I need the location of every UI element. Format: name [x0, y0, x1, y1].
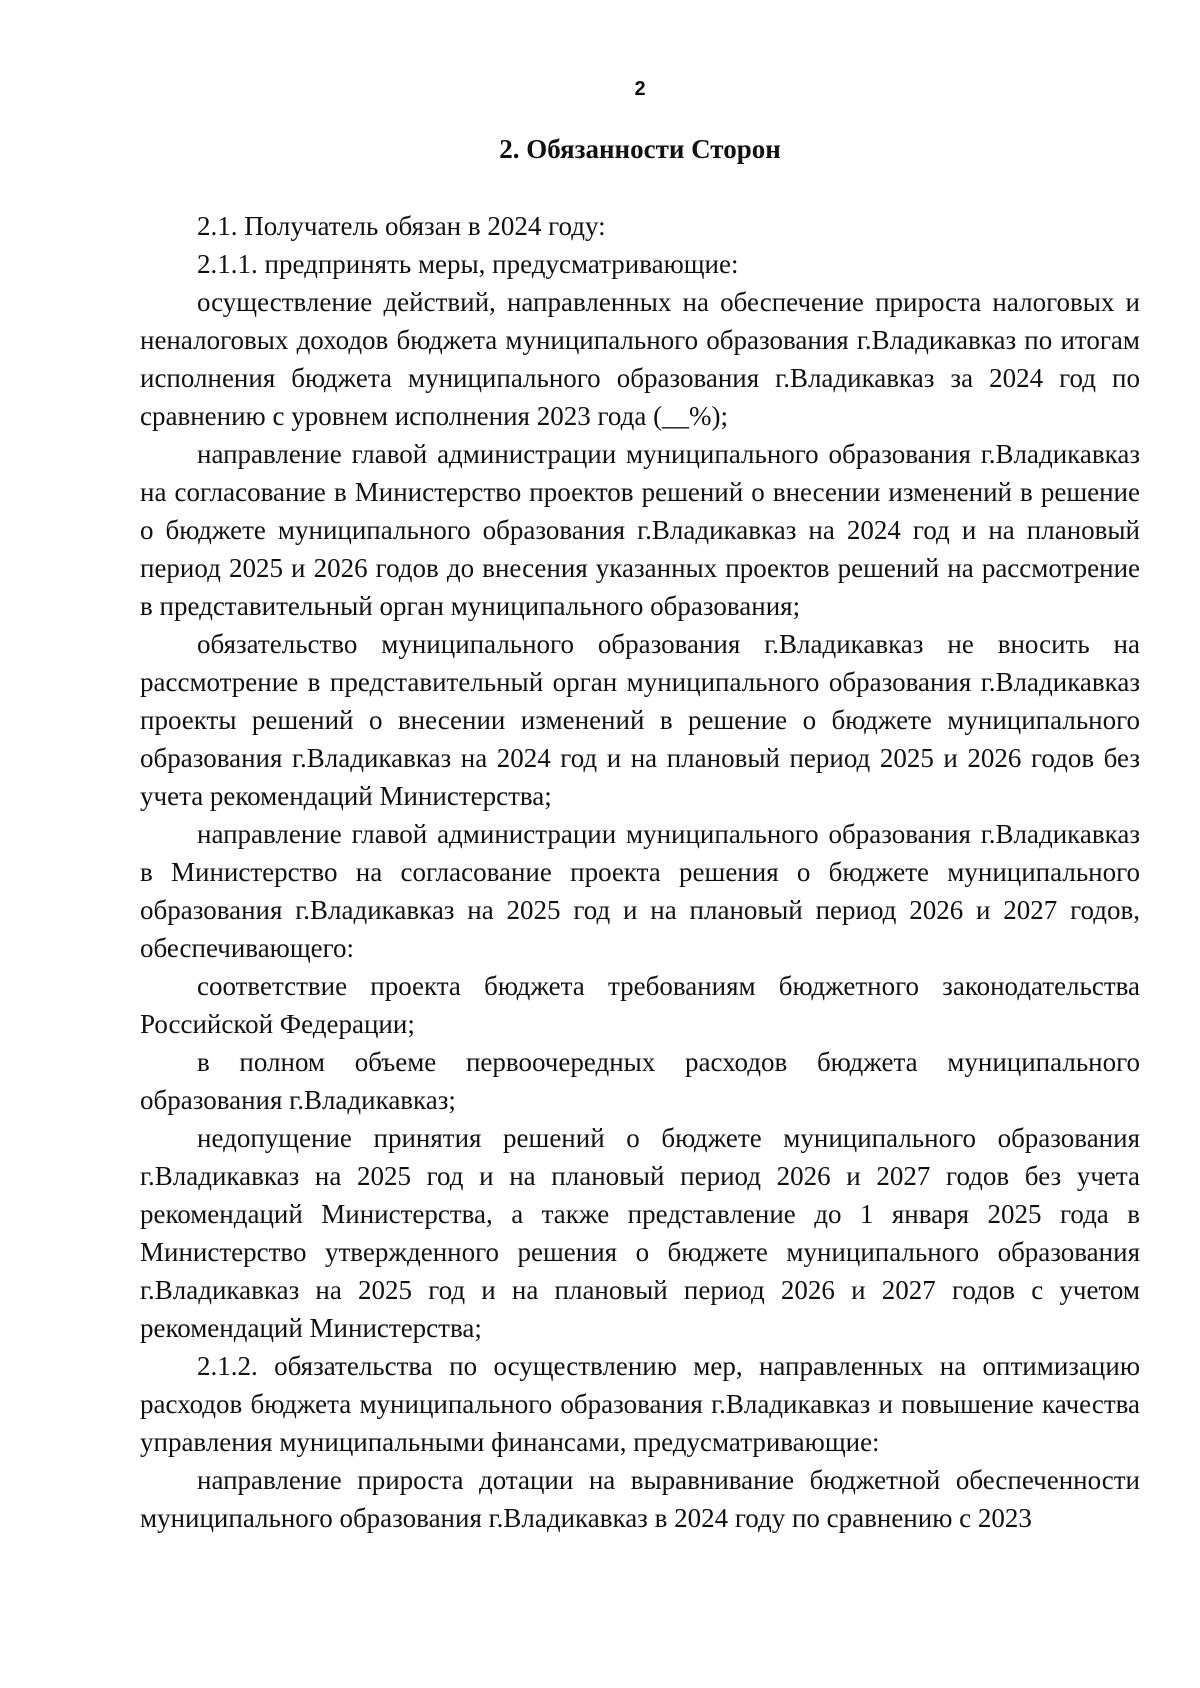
paragraph-prevent-decisions: недопущение принятия решений о бюджете муниципального образования г.Владикавказ на 2025 год и на плановый период 2026 и 2027 годов без учета рекомендаций Министерства, а также представление до 1 января 2025 года в Министерство утвержденного решения о бюджете муниципального образования г.Владикавказ на 2025 год и на плановый период 2026 и 2027 годов с учетом рекомендаций Министерства;	[140, 1123, 1140, 1343]
paragraph-priority-expenses: в полном объеме первоочередных расходов бюджета муниципального образования г.Владикавказ;	[140, 1047, 1140, 1115]
paragraph-draft-budget: направление главой администрации муниципального образования г.Владикавказ в Министерство на согласование проекта решения о бюджете муниципального образования г.Владикавказ на 2025 год и на плановый период 2026 и 2027 годов, обеспечивающего:	[140, 819, 1140, 963]
page-number: 2	[634, 78, 646, 100]
document-page	[140, 0, 1140, 1688]
paragraph-2-1-2: 2.1.2. обязательства по осуществлению мер, направленных на оптимизацию расходов бюджета муниципального образования г.Владикавказ и повышение качества управления муниципальными финансами, предусматривающие:	[140, 1351, 1140, 1457]
paragraph-revenue-growth: осуществление действий, направленных на обеспечение прироста налоговых и неналоговых доходов бюджета муниципального образования г.Владикавказ по итогам исполнения бюджета муниципального образования г.Владикавказ за 2024 год по сравнению с уровнем исполнения 2023 года (__%);	[140, 287, 1140, 431]
paragraph-draft-amendments: направление главой администрации муниципального образования г.Владикавказ на согласование в Министерство проектов решений о внесении изменений в решение о бюджете муниципального образования г.Владикавказ на 2024 год и на плановый период 2025 и 2026 годов до внесения указанных проектов решений на рассмотрение в представительный орган муниципального образования;	[140, 439, 1140, 621]
paragraph-compliance: соответствие проекта бюджета требованиям бюджетного законодательства Российской Федерации;	[140, 971, 1140, 1039]
paragraph-subsidy-growth: направление прироста дотации на выравнивание бюджетной обеспеченности муниципального образования г.Владикавказ в 2024 году по сравнению с 2023	[140, 1465, 1140, 1533]
document-body	[140, 207, 1140, 1537]
section-title: 2. Обязанности Сторон	[499, 134, 781, 164]
paragraph-no-submission: обязательство муниципального образования г.Владикавказ не вносить на рассмотрение в представительный орган муниципального образования г.Владикавказ проекты решений о внесении изменений в решение о бюджете муниципального образования г.Владикавказ на 2024 год и на плановый период 2025 и 2026 годов без учета рекомендаций Министерства;	[140, 629, 1140, 811]
paragraph-2-1: 2.1. Получатель обязан в 2024 году:	[197, 211, 606, 241]
paragraph-2-1-1: 2.1.1. предпринять меры, предусматривающие:	[197, 249, 739, 279]
